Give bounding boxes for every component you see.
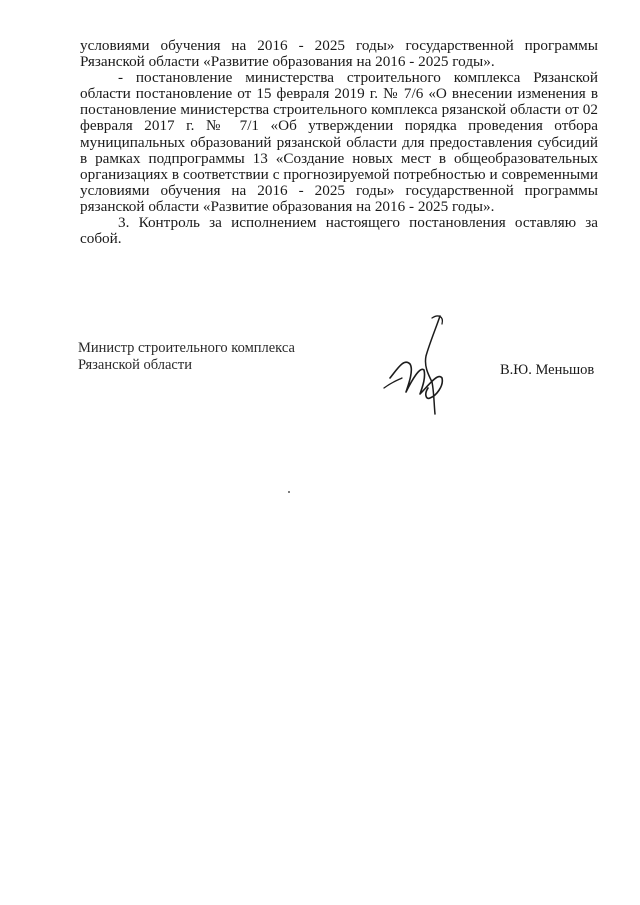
paragraph-control-clause: 3. Контроль за исполнением настоящего постановления оставляю за собой. [80,214,598,248]
signer-name: В.Ю. Меньшов [500,362,595,378]
signer-position-line-1: Министр строительного комплекса [78,340,295,356]
paragraph-continuation: условиями обучения на 2016 - 2025 годы» государственной программы Рязанской области «Развитие образования на 2016 - 2025 годы». [80,37,598,71]
handwritten-signature [380,308,470,418]
stray-dot-mark [288,491,290,493]
document-body [80,38,598,247]
signer-position [78,340,295,374]
paragraph-resolution-item: - постановление министерства строительного комплекса Рязанской области постановление от 15 февраля 2019 г. № 7/6 «О внесении изменения в постановление министерства строительного комплекса рязанской области от 02 февраля 2017 г. № 7/1 «Об утверждении порядка проведения отбора муниципальных образований рязанской области для предоставления субсидий в рамках подпрограммы 13 «Создание новых мест в общеобразовательных организациях в соответствии с прогнозируемой потребностью и современными условиями обучения на 2016 - 2025 годы» государственной программы рязанской области «Развитие образования на 2016 - 2025 годы». [80,69,598,215]
signer-position-line-2: Рязанской области [78,357,192,373]
